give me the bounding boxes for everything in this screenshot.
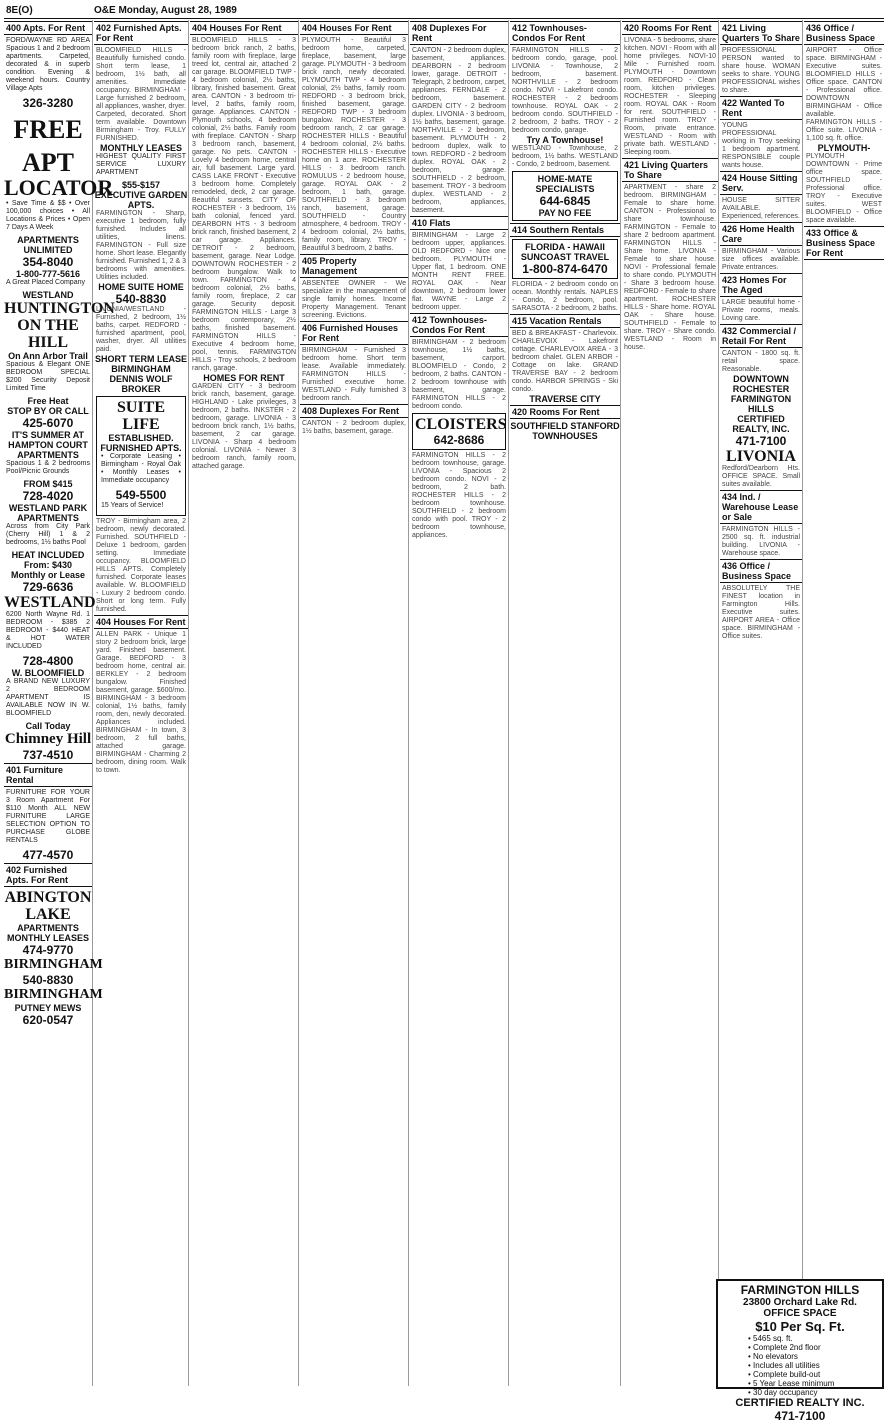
homes-for-rent: HOMES FOR RENT xyxy=(203,373,285,383)
cloisters-title: CLOISTERS xyxy=(415,416,507,433)
home-mate-title: HOME-MATE SPECIALISTS xyxy=(535,174,595,194)
furnished-apts: FURNISHED APTS. xyxy=(100,443,182,453)
suite-years: 15 Years of Service! xyxy=(101,502,164,509)
section-heading: 412 Townhouses-Condos For Rent xyxy=(410,313,508,337)
classified-text: BED & BREAKFAST - Charlevoix. CHARLEVOIX - Lakefront cottage. CHARLEVOIX AREA - 3 bedroom chalet. GLEN ARBOR - Cottage on lake. GRAND TRAVERSE BAY - 2 bedroom condo. HARBOR SPRINGS - Ski condo. xyxy=(512,330,618,393)
page-number: 8E(O) xyxy=(6,5,33,16)
westland-label: WESTLAND xyxy=(22,290,74,300)
classified-text: FARMINGTON HILLS - 2 bedroom condo, garage, pool. LIVONIA - Townhouse, 2 bedroom, basement. NORTHVILLE - 2 bedroom condo. NOVI - Lakefront condo. ROCHESTER - 2 bedroom townhouse. ROYAL OAK - 2 bedroom condo. SOUTHFIELD - 2 bedroom, 2 baths. TROY - 2 bedroom condo, garage. xyxy=(512,47,618,134)
monthly-leases-tag: EXECUTIVE GARDEN APTS. xyxy=(94,190,188,210)
display-address: 23800 Orchard Lake Rd. xyxy=(743,1297,857,1308)
section-heading: 405 Property Management xyxy=(300,254,408,278)
section-heading: 422 Wanted To Rent xyxy=(720,96,802,120)
suite-life-title: SUITE LIFE xyxy=(116,399,166,433)
section-heading: 406 Furnished Houses For Rent xyxy=(300,321,408,345)
section-heading: 426 Home Health Care xyxy=(720,222,802,246)
florida-hawaii: FLORIDA - HAWAII xyxy=(525,242,605,252)
classified-text: GARDEN CITY - 3 bedroom brick ranch, basement, garage. HIGHLAND - Lake privileges, 3 bedroom, 2 baths. INKSTER - 2 bedroom, garage. LIVONIA - 3 bedroom brick ranch, 1½ baths, basement, 2 car garage. LIVONIA - Sharp 4 bedroom colonial. LIVONIA - Newer 3 bedroom ranch, family room, attached garage. xyxy=(192,383,296,470)
monthly-leases-sub: HIGHEST QUALITY FIRST SERVICE LUXURY APARTMENT xyxy=(96,153,186,176)
southfield-stanford: SOUTHFIELD STANFORD TOWNHOUSES xyxy=(510,421,620,441)
dateline: O&E Monday, August 28, 1989 xyxy=(94,5,237,16)
free-heat: Free Heat xyxy=(27,396,69,406)
classified-text: CANTON - 2 bedroom duplex, 1½ baths, basement, garage. xyxy=(302,420,406,435)
summer-body: Spacious 1 & 2 bedrooms Pool/Picnic Grounds xyxy=(6,460,90,475)
column-5 xyxy=(410,20,509,1386)
section-heading: 414 Southern Rentals xyxy=(510,223,620,237)
display-feature: • 30 day occupancy xyxy=(748,1388,818,1397)
classified-text: TROY - Birmingham area, 2 bedroom, newly decorated. Furnished. SOUTHFIELD - Deluxe 1 bedroom, garden setting. Immediate occupancy. BLOOMFIELD HILLS APTS. Completely furnished. Corporate leases available. W. BLOOMFIELD - Luxury 2 bedroom condo. Short or long term. Fully furnished. xyxy=(96,518,186,613)
call-today: Call Today xyxy=(25,721,71,731)
display-price: $10 Per Sq. Ft. xyxy=(755,1319,845,1334)
classified-text: BIRMINGHAM - Large 2 bedroom upper, appliances. OLD REDFORD - Nice one bedroom. PLYMOUTH - Upper flat, 1 bedroom. ONE MONTH RENT FREE. ROYAL OAK - Near downtown, 2 bedroom lower flat. WAYNE - Large 2 bedroom upper. xyxy=(412,232,506,311)
section-heading: 404 Houses For Rent xyxy=(190,21,298,35)
display-feature: • No elevators xyxy=(748,1352,798,1361)
classified-text: WESTLAND - Townhouse, 2 bedroom, 1½ baths. WESTLAND - Condo, 2 bedroom, basement. xyxy=(512,145,618,168)
display-company: CERTIFIED REALTY INC. xyxy=(735,1397,865,1409)
column-3 xyxy=(190,20,299,1386)
section-heading: 421 Living Quarters To Share xyxy=(720,21,802,45)
classified-text: ABSENTEE OWNER - We specialize in the management of single family homes. Income Property Management. Tenant screening. Evictions. xyxy=(302,280,406,319)
am-phone: 474-9770 xyxy=(22,943,74,957)
suite-features: • Corporate Leasing • Birmingham - Royal Oak • Monthly Leases • Immediate occupancy xyxy=(101,453,181,484)
section-heading: 408 Duplexes For Rent xyxy=(300,404,408,418)
column-1 xyxy=(4,20,115,1386)
hsh-phone: 540-8830 xyxy=(115,292,167,306)
farmington-office-display-ad xyxy=(716,1279,884,1423)
westland-body: 6200 North Wayne Rd. 1 BEDROOM - $385 2 BEDROOM - $440 HEAT & HOT WATER INCLUDED xyxy=(6,611,90,650)
classified-text: FARMINGTON HILLS - 2500 sq. ft. industrial building. LIVONIA - Warehouse space. xyxy=(722,526,800,557)
classified-text: BIRMINGHAM - 2 bedroom townhouse, 1½ baths, basement, carport. BLOOMFIELD - Condo, 2 bedroom, 2 baths. CANTON - 2 bedroom townhouse with basement, garage. FARMINGTON HILLS - 2 bedroom condo. xyxy=(412,339,506,410)
suite-phone: 549-5500 xyxy=(115,488,167,502)
huntington-title: HUNTINGTON ON THE HILL xyxy=(4,300,115,351)
section-heading: 436 Office / Business Space xyxy=(804,21,884,45)
column-9 xyxy=(804,20,884,1386)
cloisters-ad xyxy=(412,413,506,450)
classified-text: APARTMENT - share 2 bedroom. BIRMINGHAM - Female to share home. CANTON - Professional to share townhouse. FARMINGTON - Female to share 2 bedroom apartment. FARMINGTON HILLS - Share home. LIVONIA - Female to share house. NOVI - Professional female to share condo. PLYMOUTH - Share 3 bedroom house. REDFORD - Female to share apartment. ROCHESTER HILLS - Share home. ROYAL OAK - Share house. SOUTHFIELD - Female to share. TROY - Share condo. WESTLAND - Room in house. xyxy=(624,184,716,351)
classified-text: PLYMOUTH - Beautiful 3 bedroom home, carpeted, fireplace, basement, large garage. PLYMOUTH - 3 bedroom brick ranch, newly decorated. PLYMOUTH TWP - 4 bedroom colonial, 2½ baths, family room. REDFORD - 3 bedroom brick, finished basement, garage. REDFORD TWP - 3 bedroom bungalow. ROCHESTER - 3 bedroom ranch, 2 car garage. ROCHESTER HILLS - Beautiful 4 bedroom colonial, 2½ baths. ROCHESTER HILLS - Executive home on 1 acre. ROCHESTER HILLS - 3 bedroom ranch. ROMULUS - 2 bedroom house, garage. ROYAL OAK - 2 bedroom, 1 bath, garage. SOUTHFIELD - 3 bedroom ranch, basement, garage. SOUTHFIELD - Country atmosphere, 4 bedroom. TROY - 4 bedroom colonial, 2½ baths, family room, library. TROY - Beautiful 3 bedroom, 2 baths. xyxy=(302,37,406,252)
locator-features: • Save Time & $$ • Over 100,000 choices • All Locations & Prices • Open 7 Days A Week xyxy=(6,200,90,231)
free-title: FREE xyxy=(13,115,83,144)
section-heading: 433 Office & Business Space For Rent xyxy=(804,226,884,260)
section-heading: 408 Duplexes For Rent xyxy=(410,21,508,45)
traverse-city: TRAVERSE CITY xyxy=(529,394,601,404)
classified-text: LIVONIA - 5 bedrooms, share kitchen. NOVI - Room with all home privileges. NOVI-10 Mile - Furnished room. PLYMOUTH - Downtown room. REDFORD - Clean room, kitchen privileges. ROCHESTER - Sleeping room. ROYAL OAK - Room for rent. SOUTHFIELD - Furnished room. TROY - Room, private entrance. WESTLAND - Room with private bath. WESTLAND - Sleeping room. xyxy=(624,37,716,156)
section-heading: 412 Townhouses-Condos For Rent xyxy=(510,21,620,45)
display-phone: 471-7100 xyxy=(774,1409,826,1423)
classified-text: CANTON - 2 bedroom duplex, basement, appliances. DEARBORN - 2 bedroom lower, garage. DETROIT - Telegraph, 2 bedroom, carpet, appliances. FERNDALE - 2 bedroom, basement. GARDEN CITY - 2 bedroom duplex. LIVONIA - 3 bedroom, 1½ baths, basement, garage. NORTHVILLE - 2 bedroom, basement. PLYMOUTH - 2 bedroom duplex, walk to town. REDFORD - 2 bedroom duplex. ROYAL OAK - 2 bedroom, garage. SOUTHFIELD - 2 bedroom, basement. TROY - 3 bedroom duplex. WESTLAND - 2 bedroom, appliances, basement. xyxy=(412,47,506,214)
display-title: FARMINGTON HILLS xyxy=(740,1283,860,1297)
westland-park-title: WESTLAND PARK APARTMENTS xyxy=(8,503,88,523)
home-mate-phone: 644-6845 xyxy=(539,194,591,208)
dennis-wolf: DENNIS WOLF BROKER xyxy=(109,374,173,394)
display-feature: • Complete build-out xyxy=(748,1370,821,1379)
westland-park-body: Across from City Park (Cherry Hill) 1 & 2 bedrooms, 1½ baths Pool xyxy=(6,523,90,546)
suncoast-travel: SUNCOAST TRAVEL xyxy=(520,252,610,262)
au-phone-2: 1-800-777-5616 xyxy=(15,269,81,279)
classified-text: FARMINGTON HILLS - 2 bedroom townhouse, garage. LIVONIA - Spacious 2 bedroom condo. NOVI - 2 bedroom, 2 bath. ROCHESTER HILLS - 2 bedroom townhouse. SOUTHFIELD - 2 bedroom condo with pool. TROY - 2 bedroom townhouse, appliances. xyxy=(412,452,506,539)
short-term-lease: SHORT TERM LEASE BIRMINGHAM xyxy=(94,354,187,374)
westland-phone: 728-4800 xyxy=(22,654,74,668)
display-feature: • 5 Year Lease minimum xyxy=(748,1379,835,1388)
column-6 xyxy=(510,20,621,1386)
section-heading: 401 Furniture Rental xyxy=(4,763,92,787)
classified-text: BIRMINGHAM - Various size offices available. Private entrances. xyxy=(722,248,800,271)
furniture-phone: 477-4570 xyxy=(22,848,74,862)
apt-title: APT xyxy=(22,148,74,177)
monthly-phone: 729-6636 xyxy=(22,580,74,594)
apartments-monthly: APARTMENTS MONTHLY LEASES xyxy=(6,923,89,943)
section-heading: 404 Houses For Rent xyxy=(300,21,408,35)
monthly-or-lease: Monthly or Lease xyxy=(10,570,85,580)
section-heading: 404 Houses For Rent xyxy=(94,615,188,629)
livonia-title: LIVONIA xyxy=(726,448,796,465)
locator-title: LOCATOR xyxy=(4,175,114,200)
plymouth-title: PLYMOUTH- xyxy=(817,143,871,153)
farmington-hills: FARMINGTON HILLS xyxy=(730,394,792,414)
huntington-phone: 425-6070 xyxy=(22,416,74,430)
classified-text: CANTON - 1800 sq. ft. retail space. Reasonable. xyxy=(722,350,800,373)
classified-text: FLORIDA - 2 bedroom condo on ocean. Monthly rentals. NAPLES - Condo, 2 bedroom, pool. SARASOTA - 2 bedroom, 2 baths. xyxy=(512,281,618,312)
section-heading: 410 Flats xyxy=(410,216,508,230)
huntington-body: Spacious & Elegant ONE BEDROOM SPECIAL $200 Security Deposit Limited Time xyxy=(6,361,90,392)
birmingham-title: BIRMINGHAM xyxy=(4,957,103,972)
home-suite-home: HOME SUITE HOME xyxy=(98,282,184,292)
stop-by: STOP BY OR CALL xyxy=(7,406,89,416)
apartments-unlimited: APARTMENTS UNLIMITED xyxy=(17,235,79,255)
westland-title: WESTLAND xyxy=(4,594,96,611)
heat-included: HEAT INCLUDED From: $430 xyxy=(11,550,85,570)
cloisters-phone: 642-8686 xyxy=(433,433,485,447)
furniture-ad: FURNITURE FOR YOUR 3 Room Apartment For $110 Month ALL NEW FURNITURE LARGE SELECTION OPTION TO PURCHASE GLOBE RENTALS xyxy=(6,789,90,844)
suncoast-phone: 1-800-874-6470 xyxy=(522,262,608,276)
classified-text: HOUSE SITTER AVAILABLE. Experienced, references. xyxy=(722,197,800,220)
section-heading: 421 Living Quarters To Share xyxy=(622,158,718,182)
downtown-rochester: DOWNTOWN ROCHESTER xyxy=(732,374,790,394)
classified-text: BLOOMFIELD HILLS - 3 bedroom brick ranch, 2 baths, family room with fireplace, large treed lot, central air, attached 2 car garage. BLOOMFIELD TWP - 4 bedroom colonial, 2½ baths, library, finished basement. Great area. CANTON - 3 bedroom tri-level, 2 baths, family room, garage. Appliances. CANTON - Plymouth schools, 4 bedroom colonial, 2½ baths. Family room with fireplace. CANTON - Sharp 3 bedroom ranch, basement, garage. No pets. CANTON - Lovely 4 bedroom home, central air, full basement. Large yard. CASS LAKE FRONT - Executive 3 bedroom home. Completely remodeled, deck, 2 car garage. Beautiful sunsets. CITY OF ROCHESTER - 3 bedroom, 1½ bath colonial, fenced yard. DEARBORN HTS - 3 bedroom brick ranch, finished basement, 2 car garage. Appliances. DETROIT - 2 bedroom, basement, garage. Near Lodge. DOWNTOWN ROCHESTER - 2 bedroom bungalow. Walk to town. FARMINGTON - 4 bedroom colonial, 2½ baths, family room, fireplace, 2 car garage. Security deposit. FARMINGTON HILLS - Large 3 bedroom contemporary, 2½ baths, finished basement. FARMINGTON HILLS - Executive 4 bedroom home, pool, tennis. FARMINGTON HILLS - Troy schools, 2 bedroom ranch, garage. xyxy=(192,37,296,372)
classified-text: YOUNG PROFESSIONAL working in Troy seeking 1 bedroom apartment. RESPONSIBLE couple wants house. xyxy=(722,122,800,169)
abington-title: ABINGTON LAKE xyxy=(4,889,92,923)
classified-text: LARGE beautiful home - Private rooms, meals. Loving care. xyxy=(722,299,800,322)
suncoast-ad xyxy=(512,239,618,279)
classified-text: AIRPORT - Office space. BIRMINGHAM - Executive suites. BLOOMFIELD HILLS - Office space. CANTON - Professional office. DOWNTOWN BIRMINGHAM - Office available. FARMINGTON HILLS - Office suite. LIVONIA - 1,100 sq. ft. office. xyxy=(806,47,882,142)
classified-text: LIVONIA/WESTLAND - Furnished, 2 bedroom, 1½ baths, carpet. REDFORD - furnished apartment, pool, washer, dryer. All utilities paid. xyxy=(96,306,186,353)
section-heading: 423 Homes For The Aged xyxy=(720,273,802,297)
birmingham-2-title: BIRMINGHAM xyxy=(4,987,103,1002)
section-heading: 424 House Sitting Serv. xyxy=(720,171,802,195)
summer-title: IT'S SUMMER AT HAMPTON COURT APARTMENTS xyxy=(8,430,88,460)
masthead xyxy=(4,4,884,19)
section-heading: 415 Vacation Rentals xyxy=(510,314,620,328)
ford-phone: 326-3280 xyxy=(22,96,74,110)
classified-columns xyxy=(4,20,884,1386)
pay-no-fee: PAY NO FEE xyxy=(538,208,592,218)
au-phone: 354-8040 xyxy=(22,255,74,269)
section-heading: 436 Office / Business Space xyxy=(720,559,802,583)
classified-text: BIRMINGHAM - Furnished 3 bedroom home. Short term lease. Available immediately. FARMINGTON HILLS - Furnished executive home. WESTLAND - Fully furnished 3 bedroom ranch. xyxy=(302,347,406,402)
section-heading: 402 Furnished Apts. For Rent xyxy=(4,863,92,887)
try-a-townhouse: Try A Townhouse! xyxy=(526,135,604,145)
section-heading: 400 Apts. For Rent xyxy=(4,21,92,35)
suite-life-ad xyxy=(96,396,186,516)
chimney-phone: 737-4510 xyxy=(22,748,74,762)
section-heading: 420 Rooms For Rent xyxy=(510,405,620,419)
wbloom-body: A BRAND NEW LUXURY 2 BEDROOM APARTMENT IS AVAILABLE NOW IN W. BLOOMFIELD xyxy=(6,678,90,717)
classified-text: FARMINGTON - Sharp, executive 1 bedroom, fully furnished. Includes all utilities, linens. FARMINGTON - Full size home. Short lease. Elegantly furnished. Furnished 1, 2 & 3 bedrooms with amenities. Utilities included. xyxy=(96,210,186,281)
classified-text: ABSOLUTELY THE FINEST location in Farmington Hills. Executive suites. AIRPORT AREA - Office space. BIRMINGHAM - Office suites. xyxy=(722,585,800,640)
classified-text: PLYMOUTH DOWNTOWN - Prime office space. SOUTHFIELD - Professional office. TROY - Executive suites. WEST BLOOMFIELD - Office space available. xyxy=(806,153,882,224)
established: ESTABLISHED. xyxy=(108,433,174,443)
column-7 xyxy=(622,20,719,1386)
home-mate-ad xyxy=(512,171,618,221)
column-8 xyxy=(720,20,803,1386)
section-heading: 432 Commercial / Retail For Rent xyxy=(720,324,802,348)
birmingham-2-phone: 620-0547 xyxy=(22,1013,74,1027)
classified-text: Redford/Dearborn Hts. OFFICE SPACE. Small suites available. xyxy=(722,465,800,488)
display-feature: • 5465 sq. ft. xyxy=(748,1334,793,1343)
column-2 xyxy=(94,20,189,1386)
display-feature: • Complete 2nd floor xyxy=(748,1343,821,1352)
classified-text: BLOOMFIELD HILLS - Beautifully furnished condo. Short term lease, 1 bedroom, 1½ bath, all amenities. Immediate occupancy. BIRMINGHAM - Large furnished 2 bedroom, all appliances, washer, dryer. Carpeted, decorated. Short term available. Downtown Birmingham - Troy. FULLY FURNISHED. xyxy=(96,47,186,142)
display-feature: • Includes all utilities xyxy=(748,1361,820,1370)
ford-ad: FORD/WAYNE RD AREA Spacious 1 and 2 bedroom apartments. Carpeted, decorated & in superb condition. Evening & weekend hours. Country Village Apts xyxy=(6,37,90,92)
certified-realty: CERTIFIED REALTY, INC. xyxy=(732,414,790,434)
monthly-leases-price: $55-$157 xyxy=(121,180,161,190)
section-heading: 434 Ind. / Warehouse Lease or Sale xyxy=(720,490,802,524)
column-4 xyxy=(300,20,409,1386)
wbloom-title: W. BLOOMFIELD xyxy=(11,668,85,678)
classified-text: ALLEN PARK - Unique 1 story 2 bedroom brick, large yard. Finished basement. Garage. BEDFORD - 3 bedroom home, central air. BERKLEY - 2 bedroom bungalow. Finished basement, garage. $600/mo. BIRMINGHAM - 3 bedroom colonial, 1½ baths, family room, den, newly decorated. Appliances included. BIRMINGHAM - In town, 3 bedroom, 2 full baths, attached garage. BIRMINGHAM - Charming 2 bedroom, dining room. Walk to town. xyxy=(96,631,186,774)
certified-phone: 471-7100 xyxy=(735,434,787,448)
from-price: FROM $415 xyxy=(23,479,73,489)
au-tagline: A Great Placed Company xyxy=(6,279,85,286)
section-heading: 402 Furnished Apts. For Rent xyxy=(94,21,188,45)
putney-mews: PUTNEY MEWS xyxy=(14,1003,82,1013)
chimney-hill-title: Chimney Hill xyxy=(4,731,92,747)
display-office-space: OFFICE SPACE xyxy=(763,1308,837,1319)
birmingham-phone: 540-8830 xyxy=(22,973,74,987)
classified-text: PROFESSIONAL PERSON wanted to share house. WOMAN seeks to share. YOUNG PROFESSIONAL wishes to share. xyxy=(722,47,800,94)
huntington-sub: On Ann Arbor Trail xyxy=(8,351,88,361)
monthly-leases-title: MONTHLY LEASES xyxy=(99,143,182,153)
from-phone: 728-4020 xyxy=(22,489,74,503)
section-heading: 420 Rooms For Rent xyxy=(622,21,718,35)
